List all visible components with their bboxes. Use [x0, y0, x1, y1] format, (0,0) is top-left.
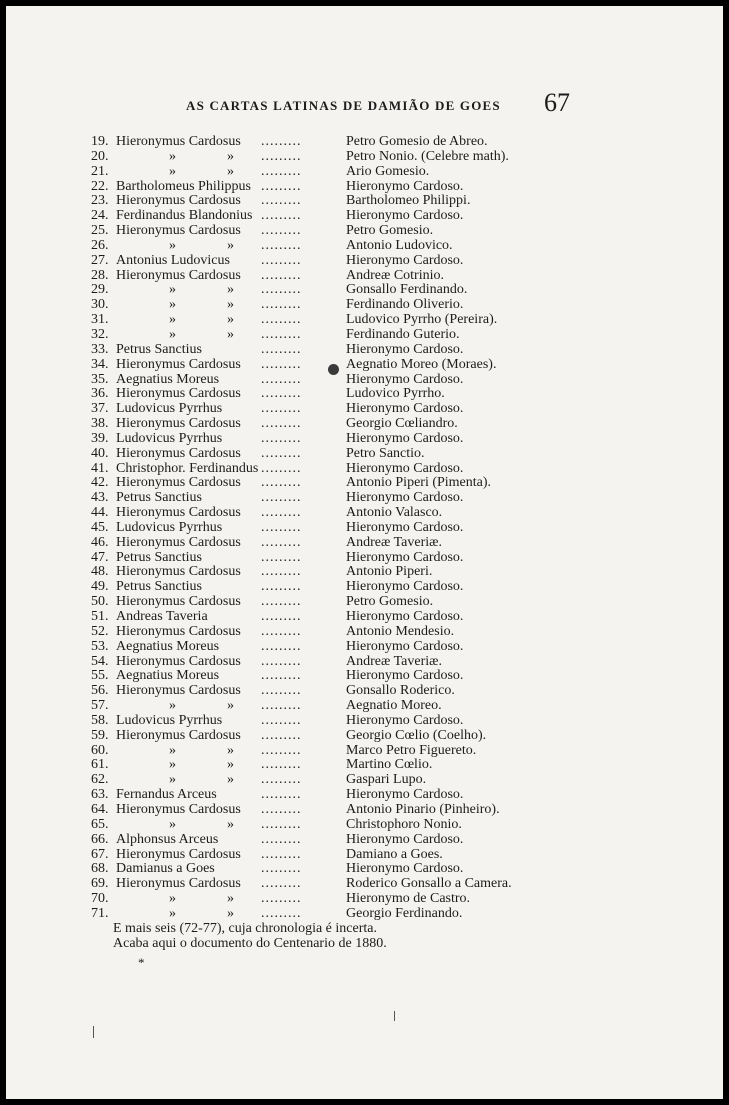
letter-number: 54.	[91, 653, 109, 669]
letter-sender: Ludovicus Pyrrhus	[116, 430, 223, 446]
letter-row	[91, 165, 551, 180]
letter-row	[91, 669, 551, 684]
letter-number: 38.	[91, 416, 109, 432]
letter-sender: Ludovicus Pyrrhus	[116, 401, 223, 417]
leader-dots: .........	[261, 743, 302, 758]
leader-dots: .........	[261, 788, 302, 803]
letter-recipient: Antonio Ludovico.	[346, 237, 453, 253]
letter-recipient: Hieronymo Cardoso.	[346, 579, 464, 595]
letter-number: 26.	[91, 237, 109, 253]
asterisk-mark: *	[138, 955, 145, 970]
ditto-mark: »	[169, 282, 176, 298]
letter-number: 59.	[91, 727, 109, 743]
letter-number: 68.	[91, 861, 109, 877]
letter-sender: Hieronymus Cardosus	[116, 356, 241, 372]
leader-dots: .........	[261, 446, 302, 461]
letter-number: 44.	[91, 505, 109, 521]
letter-recipient: Gaspari Lupo.	[346, 772, 427, 788]
letter-number: 33.	[91, 341, 109, 357]
leader-dots: .........	[261, 149, 302, 164]
letter-recipient: Georgio Cœliandro.	[346, 416, 458, 432]
letter-row	[91, 848, 551, 863]
letter-row	[91, 254, 551, 269]
ditto-mark: »	[169, 148, 176, 164]
letter-row	[91, 833, 551, 848]
leader-dots: .........	[261, 357, 302, 372]
leader-dots: .........	[261, 387, 302, 402]
letter-row	[91, 773, 551, 788]
letter-number: 55.	[91, 668, 109, 684]
letter-recipient: Hieronymo Cardoso.	[346, 252, 464, 268]
letter-recipient: Aegnatio Moreo (Moraes).	[346, 356, 497, 372]
letter-row	[91, 803, 551, 818]
letter-sender: Hieronymus Cardosus	[116, 846, 241, 862]
letter-recipient: Bartholomeo Philippi.	[346, 193, 471, 209]
letter-recipient: Andreæ Cotrinio.	[346, 267, 444, 283]
letter-sender: Hieronymus Cardosus	[116, 683, 241, 699]
letter-row	[91, 536, 551, 551]
leader-dots: .........	[261, 906, 302, 921]
leader-dots: .........	[261, 892, 302, 907]
letter-recipient: Hieronymo Cardoso.	[346, 178, 464, 194]
letter-sender: Aegnatius Moreus	[116, 638, 220, 654]
letter-recipient: Ludovico Pyrrho (Pereira).	[346, 312, 498, 328]
letter-row	[91, 373, 551, 388]
letter-row	[91, 432, 551, 447]
letter-number: 52.	[91, 623, 109, 639]
letter-recipient: Ario Gomesio.	[346, 163, 430, 179]
letter-sender: Aegnatius Moreus	[116, 371, 220, 387]
letter-number: 36.	[91, 386, 109, 402]
letter-number: 51.	[91, 609, 109, 624]
letter-number: 32.	[91, 326, 109, 342]
leader-dots: .........	[261, 327, 302, 342]
letter-recipient: Hieronymo Cardoso.	[346, 519, 464, 535]
leader-dots: .........	[261, 298, 302, 313]
letter-recipient: Hieronymo Cardoso.	[346, 712, 464, 728]
letter-recipient: Georgio Ferdinando.	[346, 905, 463, 921]
letter-number: 28.	[91, 267, 109, 283]
letter-recipient: Martino Cœlio.	[346, 757, 433, 773]
letter-sender: Andreas Taveria	[116, 609, 208, 624]
leader-dots: .........	[261, 135, 302, 149]
letter-recipient: Antonio Piperi (Pimenta).	[346, 475, 492, 491]
letter-recipient: Hieronymo Cardoso.	[346, 371, 464, 387]
letter-recipient: Hieronymo Cardoso.	[346, 341, 464, 357]
letter-sender: Antonius Ludovicus	[116, 252, 230, 268]
letter-sender: Hieronymus Cardosus	[116, 727, 241, 743]
letter-sender: Hieronymus Cardosus	[116, 653, 241, 669]
letter-row	[91, 729, 551, 744]
letter-row	[91, 714, 551, 729]
letter-number: 46.	[91, 534, 109, 550]
letter-number: 64.	[91, 801, 109, 817]
letter-recipient: Gonsallo Roderico.	[346, 683, 455, 699]
letter-row	[91, 462, 551, 477]
letter-row	[91, 892, 551, 907]
letter-recipient: Andreæ Taveriæ.	[346, 534, 442, 550]
leader-dots: .........	[261, 372, 302, 387]
letter-row	[91, 209, 551, 224]
letter-recipient: Antonio Piperi.	[346, 564, 433, 580]
leader-dots: .........	[261, 253, 302, 268]
leader-dots: .........	[261, 862, 302, 877]
ditto-mark: »	[169, 698, 176, 714]
page-number: 67	[544, 88, 570, 117]
letter-sender: Hieronymus Cardosus	[116, 386, 241, 402]
letter-row	[91, 269, 551, 284]
letter-recipient: Hieronymo Cardoso.	[346, 490, 464, 506]
letter-recipient: Hieronymo Cardoso.	[346, 430, 464, 446]
letter-number: 24.	[91, 208, 109, 224]
letter-recipient: Marco Petro Figuereto.	[346, 742, 477, 758]
letter-row	[91, 862, 551, 877]
letter-row	[91, 744, 551, 759]
leader-dots: .........	[261, 268, 302, 283]
letter-row	[91, 907, 551, 922]
ditto-mark: »	[169, 312, 176, 328]
letter-recipient: Roderico Gonsallo a Camera.	[346, 876, 512, 892]
letter-row	[91, 877, 551, 892]
letter-row	[91, 387, 551, 402]
leader-dots: .........	[261, 773, 302, 788]
letter-row	[91, 758, 551, 773]
leader-dots: .........	[261, 194, 302, 209]
ditto-mark: »	[227, 742, 234, 758]
letter-sender: Hieronymus Cardosus	[116, 534, 241, 550]
letter-row	[91, 150, 551, 165]
letter-sender: Ferdinandus Blandonius	[116, 208, 253, 224]
letter-row	[91, 655, 551, 670]
leader-dots: .........	[261, 164, 302, 179]
letter-list	[91, 135, 551, 922]
letter-row	[91, 328, 551, 343]
leader-dots: .........	[261, 713, 302, 728]
letter-row	[91, 180, 551, 195]
letter-row	[91, 625, 551, 640]
letter-row	[91, 684, 551, 699]
ditto-mark: »	[227, 698, 234, 714]
leader-dots: .........	[261, 565, 302, 580]
leader-dots: .........	[261, 461, 302, 476]
letter-number: 41.	[91, 460, 109, 476]
letter-number: 34.	[91, 356, 109, 372]
letter-row	[91, 194, 551, 209]
leader-dots: .........	[261, 283, 302, 298]
letter-sender: Hieronymus Cardosus	[116, 223, 241, 239]
scan-mark	[394, 1011, 395, 1021]
letter-number: 56.	[91, 683, 109, 699]
letter-row	[91, 506, 551, 521]
letter-sender: Ludovicus Pyrrhus	[116, 712, 223, 728]
page-header	[6, 6, 723, 126]
letter-number: 37.	[91, 401, 109, 417]
letter-recipient: Hieronymo Cardoso.	[346, 831, 464, 847]
leader-dots: .........	[261, 431, 302, 446]
letter-sender: Hieronymus Cardosus	[116, 801, 241, 817]
ditto-mark: »	[169, 326, 176, 342]
leader-dots: .........	[261, 610, 302, 624]
letter-row	[91, 595, 551, 610]
letter-recipient: Aegnatio Moreo.	[346, 698, 442, 714]
letter-row	[91, 224, 551, 239]
ditto-mark: »	[227, 148, 234, 164]
letter-recipient: Petro Nonio. (Celebre math).	[346, 148, 509, 164]
letter-number: 50.	[91, 594, 109, 610]
leader-dots: .........	[261, 179, 302, 194]
letter-sender: Petrus Sanctius	[116, 549, 202, 565]
letter-sender: Christophor. Ferdinandus	[116, 460, 259, 476]
leader-dots: .........	[261, 832, 302, 847]
letter-recipient: Hieronymo de Castro.	[346, 891, 471, 907]
document-page	[6, 6, 723, 1099]
ditto-mark: »	[169, 905, 176, 921]
letter-sender: Petrus Sanctius	[116, 490, 202, 506]
leader-dots: .........	[261, 699, 302, 714]
letter-recipient: Andreæ Taveriæ.	[346, 653, 442, 669]
letter-number: 71.	[91, 905, 109, 921]
leader-dots: .........	[261, 669, 302, 684]
letter-row	[91, 491, 551, 506]
letter-sender: Ludovicus Pyrrhus	[116, 519, 223, 535]
ditto-mark: »	[227, 757, 234, 773]
letter-row	[91, 447, 551, 462]
ditto-mark: »	[227, 326, 234, 342]
leader-dots: .........	[261, 417, 302, 432]
letter-recipient: Petro Gomesio de Abreo.	[346, 134, 488, 149]
letter-row	[91, 343, 551, 358]
leader-dots: .........	[261, 802, 302, 817]
letter-row	[91, 417, 551, 432]
letter-number: 20.	[91, 148, 109, 164]
leader-dots: .........	[261, 758, 302, 773]
letter-sender: Hieronymus Cardosus	[116, 267, 241, 283]
letter-sender: Petrus Sanctius	[116, 341, 202, 357]
letter-recipient: Ludovico Pyrrho.	[346, 386, 445, 402]
letter-number: 29.	[91, 282, 109, 298]
scan-mark	[93, 1026, 94, 1038]
letter-number: 23.	[91, 193, 109, 209]
letter-number: 40.	[91, 445, 109, 461]
letter-recipient: Antonio Pinario (Pinheiro).	[346, 801, 500, 817]
letter-number: 62.	[91, 772, 109, 788]
letter-sender: Hieronymus Cardosus	[116, 594, 241, 610]
ditto-mark: »	[169, 742, 176, 758]
footnote-line-1: E mais seis (72-77), cuja chronologia é incerta.	[113, 921, 377, 936]
leader-dots: .........	[261, 520, 302, 535]
leader-dots: .........	[261, 877, 302, 892]
letter-row	[91, 521, 551, 536]
letter-sender: Hieronymus Cardosus	[116, 193, 241, 209]
letter-sender: Hieronymus Cardosus	[116, 564, 241, 580]
letter-number: 27.	[91, 252, 109, 268]
letter-row	[91, 699, 551, 714]
letter-recipient: Antonio Valasco.	[346, 505, 443, 521]
ink-spot	[328, 364, 339, 375]
letter-number: 21.	[91, 163, 109, 179]
leader-dots: .........	[261, 491, 302, 506]
letter-row	[91, 476, 551, 491]
leader-dots: .........	[261, 402, 302, 417]
ditto-mark: »	[169, 757, 176, 773]
leader-dots: .........	[261, 209, 302, 224]
letter-row	[91, 818, 551, 833]
letter-sender: Hieronymus Cardosus	[116, 475, 241, 491]
letter-sender: Aegnatius Moreus	[116, 668, 220, 684]
letter-number: 30.	[91, 297, 109, 313]
letter-recipient: Ferdinando Oliverio.	[346, 297, 464, 313]
ditto-mark: »	[169, 816, 176, 832]
letter-number: 19.	[91, 134, 109, 149]
ditto-mark: »	[227, 905, 234, 921]
leader-dots: .........	[261, 847, 302, 862]
letter-number: 45.	[91, 519, 109, 535]
leader-dots: .........	[261, 342, 302, 357]
letter-sender: Hieronymus Cardosus	[116, 134, 241, 149]
letter-row	[91, 610, 551, 625]
letter-recipient: Petro Gomesio.	[346, 223, 434, 239]
letter-recipient: Petro Sanctio.	[346, 445, 425, 461]
letter-sender: Hieronymus Cardosus	[116, 505, 241, 521]
letter-row	[91, 358, 551, 373]
letter-recipient: Gonsallo Ferdinando.	[346, 282, 468, 298]
ditto-mark: »	[169, 772, 176, 788]
letter-recipient: Hieronymo Cardoso.	[346, 401, 464, 417]
letter-number: 58.	[91, 712, 109, 728]
letter-sender: Hieronymus Cardosus	[116, 623, 241, 639]
letter-number: 49.	[91, 579, 109, 595]
letter-sender: Hieronymus Cardosus	[116, 876, 241, 892]
letter-number: 25.	[91, 223, 109, 239]
leader-dots: .........	[261, 595, 302, 610]
letter-number: 22.	[91, 178, 109, 194]
letter-recipient: Hieronymo Cardoso.	[346, 609, 464, 624]
letter-recipient: Hieronymo Cardoso.	[346, 549, 464, 565]
ditto-mark: »	[227, 282, 234, 298]
ditto-mark: »	[169, 297, 176, 313]
letter-number: 48.	[91, 564, 109, 580]
footnote-line-2: Acaba aqui o documento do Centenario de 1880.	[113, 936, 387, 951]
letter-number: 70.	[91, 891, 109, 907]
letter-recipient: Damiano a Goes.	[346, 846, 443, 862]
ditto-mark: »	[227, 237, 234, 253]
letter-sender: Hieronymus Cardosus	[116, 416, 241, 432]
leader-dots: .........	[261, 817, 302, 832]
letter-number: 53.	[91, 638, 109, 654]
leader-dots: .........	[261, 313, 302, 328]
ditto-mark: »	[227, 297, 234, 313]
letter-number: 47.	[91, 549, 109, 565]
letter-number: 35.	[91, 371, 109, 387]
ditto-mark: »	[169, 891, 176, 907]
letter-recipient: Hieronymo Cardoso.	[346, 787, 464, 803]
letter-row	[91, 788, 551, 803]
ditto-mark: »	[227, 772, 234, 788]
letter-recipient: Antonio Mendesio.	[346, 623, 455, 639]
leader-dots: .........	[261, 728, 302, 743]
letter-number: 69.	[91, 876, 109, 892]
letter-sender: Alphonsus Arceus	[116, 831, 219, 847]
letter-number: 39.	[91, 430, 109, 446]
letter-number: 63.	[91, 787, 109, 803]
letter-recipient: Hieronymo Cardoso.	[346, 668, 464, 684]
leader-dots: .........	[261, 624, 302, 639]
letter-recipient: Christophoro Nonio.	[346, 816, 462, 832]
letter-row	[91, 565, 551, 580]
letter-number: 67.	[91, 846, 109, 862]
letter-row	[91, 313, 551, 328]
letter-number: 57.	[91, 698, 109, 714]
leader-dots: .........	[261, 506, 302, 521]
leader-dots: .........	[261, 654, 302, 669]
letter-sender: Hieronymus Cardosus	[116, 445, 241, 461]
leader-dots: .........	[261, 684, 302, 699]
running-head: AS CARTAS LATINAS DE DAMIÃO DE GOES	[186, 98, 501, 113]
ditto-mark: »	[227, 163, 234, 179]
leader-dots: .........	[261, 238, 302, 253]
leader-dots: .........	[261, 535, 302, 550]
ditto-mark: »	[169, 163, 176, 179]
letter-row	[91, 580, 551, 595]
letter-number: 61.	[91, 757, 109, 773]
letter-number: 43.	[91, 490, 109, 506]
letter-recipient: Hieronymo Cardoso.	[346, 208, 464, 224]
letter-sender: Bartholomeus Philippus	[116, 178, 251, 194]
letter-number: 60.	[91, 742, 109, 758]
letter-recipient: Ferdinando Guterio.	[346, 326, 460, 342]
ditto-mark: »	[227, 312, 234, 328]
letter-recipient: Petro Gomesio.	[346, 594, 434, 610]
leader-dots: .........	[261, 476, 302, 491]
letter-sender: Fernandus Arceus	[116, 787, 217, 803]
letter-row	[91, 298, 551, 313]
letter-recipient: Georgio Cœlio (Coelho).	[346, 727, 487, 743]
ditto-mark: »	[169, 237, 176, 253]
letter-row	[91, 640, 551, 655]
letter-recipient: Hieronymo Cardoso.	[346, 861, 464, 877]
letter-sender: Petrus Sanctius	[116, 579, 202, 595]
letter-row	[91, 239, 551, 254]
leader-dots: .........	[261, 550, 302, 565]
letter-row	[91, 402, 551, 417]
letter-row	[91, 551, 551, 566]
letter-recipient: Hieronymo Cardoso.	[346, 460, 464, 476]
letter-number: 65.	[91, 816, 109, 832]
letter-recipient: Hieronymo Cardoso.	[346, 638, 464, 654]
letter-number: 66.	[91, 831, 109, 847]
ditto-mark: »	[227, 816, 234, 832]
letter-row	[91, 135, 551, 150]
letter-number: 31.	[91, 312, 109, 328]
leader-dots: .........	[261, 639, 302, 654]
letter-sender: Damianus a Goes	[116, 861, 215, 877]
leader-dots: .........	[261, 580, 302, 595]
footnote	[113, 921, 533, 951]
leader-dots: .........	[261, 224, 302, 239]
letter-number: 42.	[91, 475, 109, 491]
ditto-mark: »	[227, 891, 234, 907]
letter-row	[91, 283, 551, 298]
